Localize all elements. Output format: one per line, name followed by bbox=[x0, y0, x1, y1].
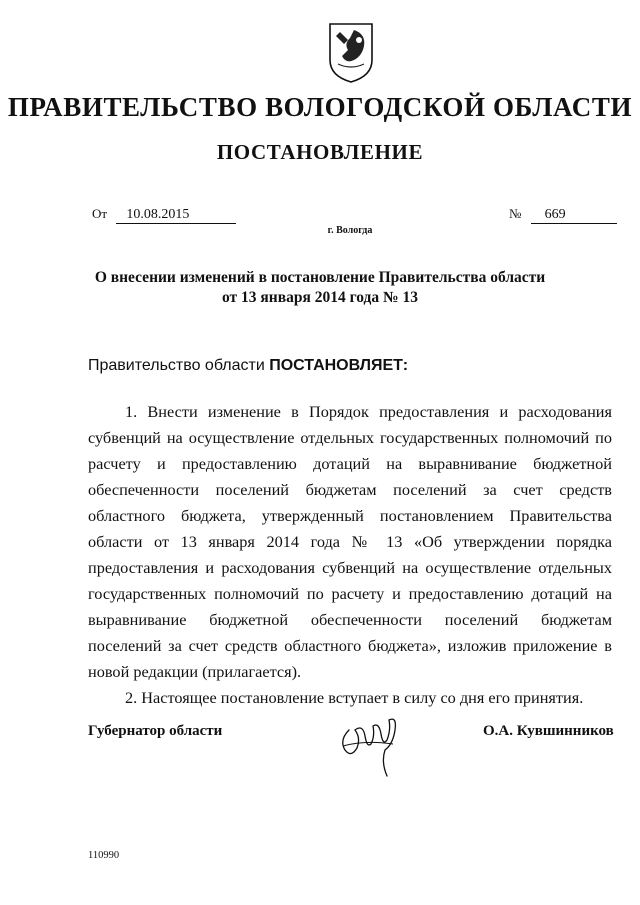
resolution-verb: ПОСТАНОВЛЯЕТ: bbox=[269, 357, 409, 374]
resolution-intro bbox=[88, 357, 408, 375]
paragraph-2: 2. Настоящее постановление вступает в силу со дня его принятия. bbox=[125, 688, 584, 707]
governor-name: О.А. Кувшинников bbox=[483, 723, 614, 739]
handwritten-signature bbox=[335, 700, 403, 780]
number-prefix: № bbox=[509, 206, 522, 221]
date-line bbox=[92, 206, 236, 224]
paragraph-1: 1. Внести изменение в Порядок предоставления и расходования субвенций на осуществление отдельных государственных полномочий по расчету и предоставлению дотаций на выравнивание бюджетной обеспеченности поселений бюджетам поселений за счет средств областного бюджета, утвержденный постановлением Правительства области от 13 января 2014 года № 13 «Об утверждении порядка предоставления и расходования субвенций на осуществление отдельных государственных полномочий по расчету и предоставлению дотаций на выравнивание бюджетной обеспеченности поселений бюджетам поселений за счет средств областного бюджета», изложив приложение в новой редакции (прилагается). bbox=[88, 402, 612, 681]
governor-title: Губернатор области bbox=[88, 723, 223, 739]
document-subject bbox=[0, 268, 640, 308]
document-code: 110990 bbox=[88, 850, 120, 861]
document-body bbox=[88, 399, 612, 711]
subject-line-2: от 13 января 2014 года № 13 bbox=[222, 289, 418, 306]
organization-title: ПРАВИТЕЛЬСТВО ВОЛОГОДСКОЙ ОБЛАСТИ bbox=[7, 92, 633, 122]
document-date: 10.08.2015 bbox=[116, 207, 236, 224]
subject-line-1: О внесении изменений в постановление Правительства области bbox=[94, 269, 546, 286]
resolution-intro-text: Правительство области bbox=[88, 357, 270, 374]
coat-of-arms-emblem bbox=[326, 20, 376, 84]
document-type: ПОСТАНОВЛЕНИЕ bbox=[216, 140, 424, 164]
date-prefix: От bbox=[92, 206, 108, 221]
city-label: г. Вологда bbox=[327, 225, 373, 236]
document-number: 669 bbox=[531, 207, 617, 224]
number-line bbox=[509, 206, 617, 224]
